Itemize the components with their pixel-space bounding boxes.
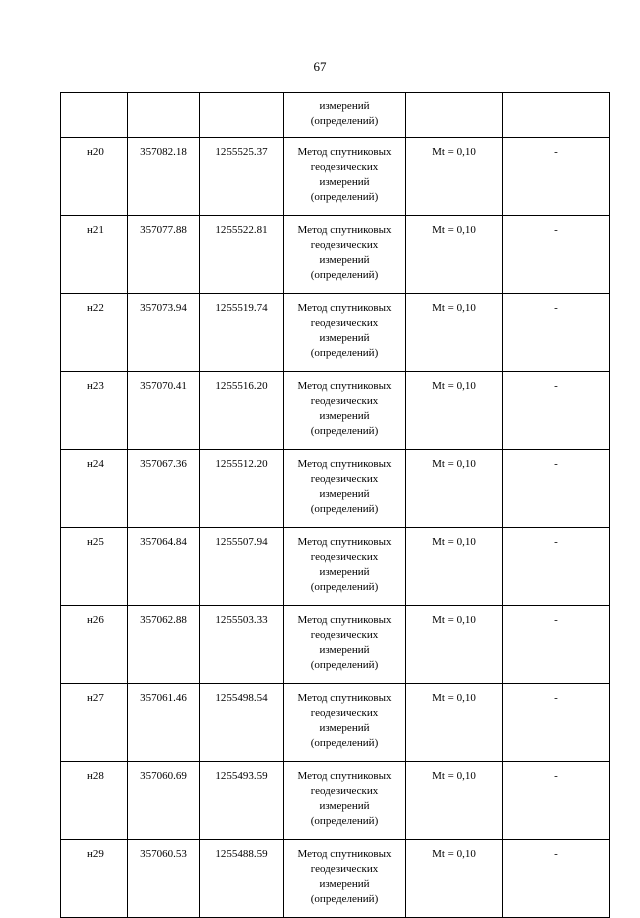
cell-y-coordinate: 1255498.54 (200, 684, 284, 762)
method-line: геодезических (310, 863, 379, 875)
cell-method (284, 762, 406, 840)
method-line: измерений (319, 488, 370, 500)
method-line: геодезических (310, 551, 379, 563)
cell-y (200, 93, 284, 138)
method-line: (определений) (310, 581, 379, 593)
method-line: Метод спутниковых (297, 302, 392, 314)
cell-accuracy: Mt = 0,10 (406, 450, 503, 528)
method-line: Метод спутниковых (297, 848, 392, 860)
cell-x-coordinate: 357070.41 (128, 372, 200, 450)
method-line: Метод спутниковых (297, 614, 392, 626)
cell-method (284, 450, 406, 528)
cell-accuracy: Mt = 0,10 (406, 138, 503, 216)
cell-extra: - (503, 606, 610, 684)
cell-x-coordinate: 357067.36 (128, 450, 200, 528)
cell-method (284, 216, 406, 294)
coordinates-table (60, 92, 610, 918)
table-body (61, 93, 610, 918)
cell-x-coordinate: 357060.53 (128, 840, 200, 918)
method-line: измерений (319, 410, 370, 422)
cell-x-coordinate: 357060.69 (128, 762, 200, 840)
cell-point-name: н25 (61, 528, 128, 606)
cell-accuracy: Mt = 0,10 (406, 294, 503, 372)
cell-extra: - (503, 294, 610, 372)
cell-method (284, 528, 406, 606)
cell-point-name: н20 (61, 138, 128, 216)
cell-accuracy (406, 93, 503, 138)
table-row (61, 762, 610, 840)
cell-point-name: н24 (61, 450, 128, 528)
cell-accuracy: Mt = 0,10 (406, 684, 503, 762)
cell-accuracy: Mt = 0,10 (406, 606, 503, 684)
cell-y-coordinate: 1255503.33 (200, 606, 284, 684)
method-line: геодезических (310, 629, 379, 641)
method-line: (определений) (310, 425, 379, 437)
method-line: (определений) (310, 503, 379, 515)
method-line: измерений (319, 878, 370, 890)
table-row (61, 528, 610, 606)
method-line: измерений (319, 722, 370, 734)
method-line: Метод спутниковых (297, 536, 392, 548)
cell-point-name: н26 (61, 606, 128, 684)
cell-point-name: н27 (61, 684, 128, 762)
method-line: Метод спутниковых (297, 692, 392, 704)
cell-x-coordinate: 357077.88 (128, 216, 200, 294)
method-line: (определений) (310, 269, 379, 281)
cell-y-coordinate: 1255519.74 (200, 294, 284, 372)
method-line: измерений (319, 800, 370, 812)
table-row (61, 450, 610, 528)
cell-extra: - (503, 762, 610, 840)
cell-y-coordinate: 1255516.20 (200, 372, 284, 450)
cell-point-name: н22 (61, 294, 128, 372)
cell-method (284, 93, 406, 138)
table-row (61, 294, 610, 372)
cell-y-coordinate: 1255488.59 (200, 840, 284, 918)
method-line: измерений (319, 254, 370, 266)
cell-y-coordinate: 1255493.59 (200, 762, 284, 840)
table-row-continuation (61, 93, 610, 138)
cell-point-name: н23 (61, 372, 128, 450)
cell-y-coordinate: 1255507.94 (200, 528, 284, 606)
method-line: (определений) (310, 893, 379, 905)
cell-extra: - (503, 372, 610, 450)
cell-x-coordinate: 357062.88 (128, 606, 200, 684)
cell-x-coordinate: 357064.84 (128, 528, 200, 606)
method-line: измерений (319, 176, 370, 188)
table-row (61, 216, 610, 294)
method-line: Метод спутниковых (297, 458, 392, 470)
cell-method (284, 294, 406, 372)
cell-accuracy: Mt = 0,10 (406, 372, 503, 450)
method-line: геодезических (310, 395, 379, 407)
cell-extra: - (503, 138, 610, 216)
cell-point-name: н28 (61, 762, 128, 840)
cell-y-coordinate: 1255525.37 (200, 138, 284, 216)
method-line: геодезических (310, 785, 379, 797)
page-number: 67 (313, 59, 327, 74)
cell-x-coordinate: 357073.94 (128, 294, 200, 372)
cell-method (284, 372, 406, 450)
cell-name (61, 93, 128, 138)
cell-extra: - (503, 450, 610, 528)
method-line: Метод спутниковых (297, 770, 392, 782)
cell-point-name: н21 (61, 216, 128, 294)
method-line: геодезических (310, 161, 379, 173)
cell-extra: - (503, 684, 610, 762)
method-line: (определений) (310, 815, 379, 827)
table-row (61, 606, 610, 684)
table-row (61, 840, 610, 918)
cell-x-coordinate: 357082.18 (128, 138, 200, 216)
method-line: (определений) (310, 115, 379, 127)
method-line: (определений) (310, 347, 379, 359)
cell-method (284, 684, 406, 762)
method-line: (определений) (310, 659, 379, 671)
cell-accuracy: Mt = 0,10 (406, 840, 503, 918)
cell-y-coordinate: 1255512.20 (200, 450, 284, 528)
cell-method (284, 138, 406, 216)
cell-extra: - (503, 216, 610, 294)
method-line: Метод спутниковых (297, 380, 392, 392)
cell-accuracy: Mt = 0,10 (406, 762, 503, 840)
method-line: Метод спутниковых (297, 224, 392, 236)
cell-x-coordinate: 357061.46 (128, 684, 200, 762)
cell-extra: - (503, 840, 610, 918)
method-line: измерений (319, 566, 370, 578)
cell-point-name: н29 (61, 840, 128, 918)
cell-method (284, 606, 406, 684)
cell-accuracy: Mt = 0,10 (406, 216, 503, 294)
table-row (61, 138, 610, 216)
method-line: (определений) (310, 191, 379, 203)
cell-extra (503, 93, 610, 138)
table-row (61, 372, 610, 450)
method-line: геодезических (310, 473, 379, 485)
cell-method (284, 840, 406, 918)
cell-x (128, 93, 200, 138)
method-line: геодезических (310, 317, 379, 329)
cell-y-coordinate: 1255522.81 (200, 216, 284, 294)
method-line: Метод спутниковых (297, 146, 392, 158)
method-line: измерений (319, 332, 370, 344)
method-line: (определений) (310, 737, 379, 749)
cell-accuracy: Mt = 0,10 (406, 528, 503, 606)
cell-extra: - (503, 528, 610, 606)
table-row (61, 684, 610, 762)
method-line: измерений (319, 644, 370, 656)
method-line: геодезических (310, 239, 379, 251)
method-line: геодезических (310, 707, 379, 719)
method-line: измерений (319, 100, 370, 112)
